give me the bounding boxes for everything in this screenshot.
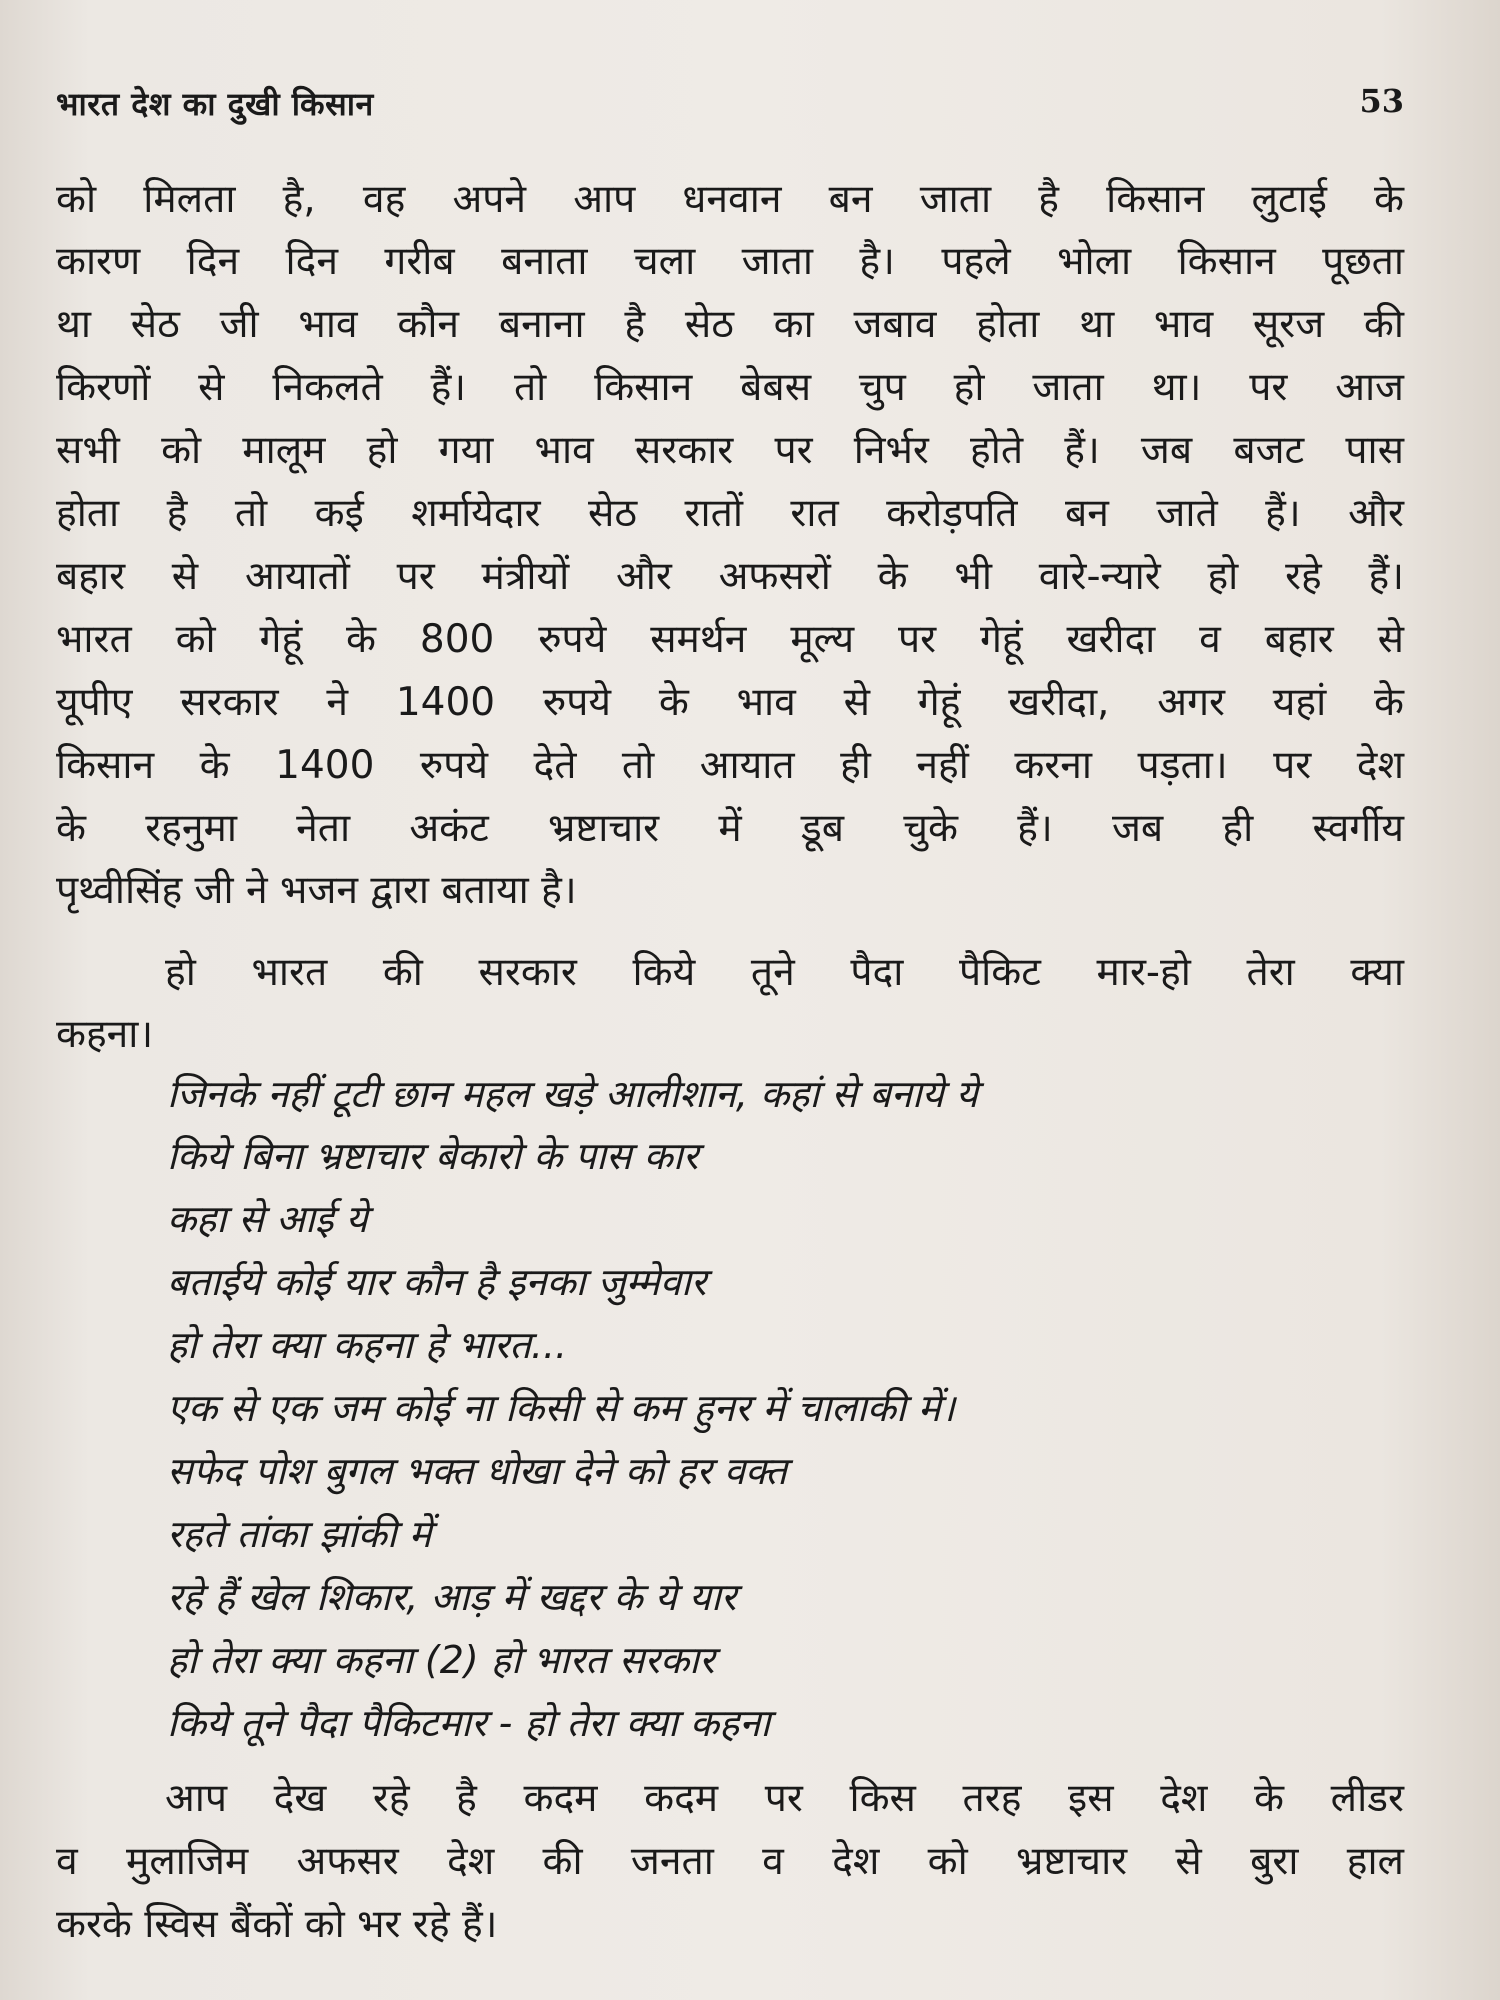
paragraph-line: आप देख रहे है कदम कदम पर किस तरह इस देश के लीडर [165, 1776, 1404, 1821]
paragraph-line: बहार से आयातों पर मंत्रीयों और अफसरों के भी वारे-न्यारे हो रहे हैं। [56, 554, 1404, 599]
paragraph-line: कारण दिन दिन गरीब बनाता चला जाता है। पहले भोला किसान पूछता [56, 239, 1404, 284]
paragraph-line: यूपीए सरकार ने 1400 रुपये के भाव से गेहूं खरीदा, अगर यहां के [56, 680, 1404, 725]
paragraph-line: कहना। [56, 1012, 154, 1057]
paragraph-line: पृथ्वीसिंह जी ने भजन द्वारा बताया है। [56, 868, 577, 913]
verse-line: किये बिना भ्रष्टाचार बेकारो के पास कार [167, 1134, 699, 1178]
paragraph-line: किसान के 1400 रुपये देते तो आयात ही नहीं करना पड़ता। पर देश [56, 743, 1404, 788]
running-header-title: भारत देश का दुखी किसान [56, 85, 374, 123]
verse-line: एक से एक जम कोई ना किसी से कम हुनर में चालाकी में। [167, 1386, 955, 1430]
verse-line: रहे हैं खेल शिकार, आड़ में खद्दर के ये यार [167, 1575, 737, 1619]
verse-line: रहते तांका झांकी में [167, 1512, 432, 1556]
paragraph-line: को मिलता है, वह अपने आप धनवान बन जाता है किसान लुटाई के [56, 177, 1404, 222]
verse-line: हो तेरा क्या कहना हे भारत... [167, 1323, 568, 1367]
verse-line: किये तूने पैदा पैकिटमार - हो तेरा क्या कहना [167, 1701, 771, 1745]
paragraph-line: व मुलाजिम अफसर देश की जनता व देश को भ्रष्टाचार से बुरा हाल [56, 1839, 1404, 1884]
paragraph-line: के रहनुमा नेता अकंट भ्रष्टाचार में डूब चुके हैं। जब ही स्वर्गीय [56, 806, 1404, 851]
paragraph-line: भारत को गेहूं के 800 रुपये समर्थन मूल्य पर गेहूं खरीदा व बहार से [56, 617, 1404, 662]
verse-line: बताईये कोई यार कौन है इनका जुम्मेवार [167, 1260, 707, 1304]
verse-line: कहा से आई ये [167, 1197, 368, 1241]
paragraph-line: करके स्विस बैंकों को भर रहे हैं। [56, 1902, 498, 1947]
paragraph-line: था सेठ जी भाव कौन बनाना है सेठ का जबाव होता था भाव सूरज की [56, 302, 1404, 347]
verse-line: सफेद पोश बुगल भक्त धोखा देने को हर वक्त [167, 1449, 787, 1493]
page-number: 53 [1359, 82, 1404, 120]
verse-line: जिनके नहीं टूटी छान महल खड़े आलीशान, कहां से बनाये ये [167, 1072, 978, 1116]
paragraph-line: हो भारत की सरकार किये तूने पैदा पैकिट मार-हो तेरा क्या [165, 950, 1404, 995]
paragraph-line: किरणों से निकलते हैं। तो किसान बेबस चुप हो जाता था। पर आज [56, 365, 1404, 410]
verse-line: हो तेरा क्या कहना (2) हो भारत सरकार [167, 1638, 715, 1682]
paragraph-line: सभी को मालूम हो गया भाव सरकार पर निर्भर होते हैं। जब बजट पास [56, 428, 1404, 473]
paragraph-line: होता है तो कई शर्मायेदार सेठ रातों रात करोड़पति बन जाते हैं। और [56, 491, 1404, 536]
